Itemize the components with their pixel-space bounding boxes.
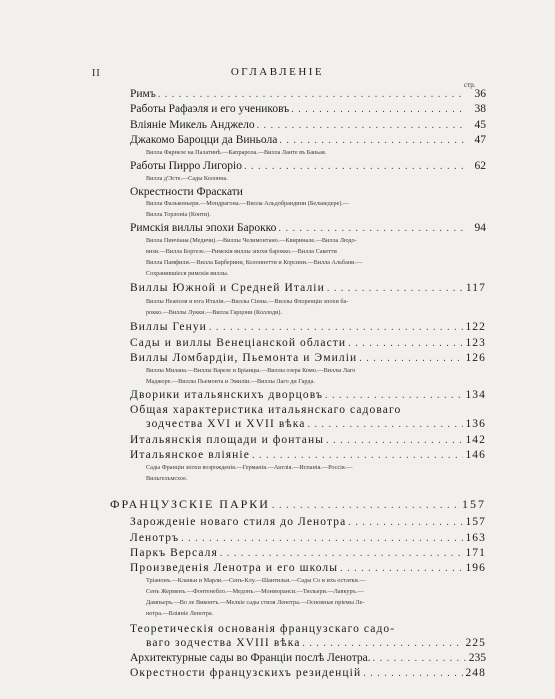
toc-entry-page: 117 (465, 282, 486, 295)
toc-entry (130, 666, 486, 681)
toc-subentry: Вилла д'Эсте.—Сады Колонна. (146, 175, 228, 183)
toc-entry-page: 134 (465, 388, 486, 401)
dot-leader (220, 547, 464, 561)
toc-entry-title: Итальянское вліяніе (130, 449, 250, 462)
toc-entry-title: Дворики итальянскихъ дворцовъ (130, 388, 323, 401)
toc-entry-title: Виллы Ломбардіи, Пьемонта и Эмиліи (130, 351, 358, 364)
toc-entry-page: 157 (462, 496, 486, 511)
toc-entry (130, 221, 486, 236)
toc-entry (130, 388, 486, 403)
dot-leader (340, 562, 463, 576)
toc-entry (130, 118, 486, 133)
toc-entry-page: 157 (465, 516, 486, 529)
toc-entry-title: Римскія виллы эпохи Барокко (130, 221, 277, 234)
dot-leader (279, 134, 466, 148)
toc-entry-title: Работы Пирро Лигоріо (130, 159, 242, 172)
toc-entry (130, 546, 486, 561)
toc-entry-title: ФРАНЦУЗСКІЕ ПАРКИ (110, 496, 270, 511)
page-title: ОГЛАВЛЕНІЕ (230, 66, 325, 78)
toc-entry-page: 235 (468, 652, 486, 665)
dot-leader (257, 119, 466, 133)
dot-leader (373, 652, 466, 666)
toc-subentry: Виллы Неаполя и юга Италіи.—Виллы Сіены.—Виллы Флоренціи эпохи ба- (146, 297, 349, 305)
toc-entry-title: Итальянскія площади и фонтаны (130, 433, 325, 446)
toc-entry (130, 531, 486, 546)
page-column-label: стр. (464, 81, 476, 89)
toc-entry-title: Окрестности французскихъ резиденцій (130, 667, 362, 680)
toc-entry-title: зодчества XVI и XVII вѣка (146, 418, 306, 431)
toc-entry-title: ваго зодчества XVIII вѣка (146, 636, 301, 649)
dot-leader (272, 499, 460, 513)
toc-entry-title: Работы Рафаэля и его учениковъ (130, 103, 290, 116)
toc-entry (130, 87, 486, 102)
dot-leader (308, 418, 464, 432)
toc-entry-page: 62 (474, 159, 486, 172)
toc-entry-title: Теоретическія основанія французскаго садо- (130, 622, 396, 635)
toc-entry-page: 171 (465, 546, 486, 559)
page-number: II (92, 68, 101, 79)
toc-entry (130, 636, 486, 651)
toc-entry-page: 248 (465, 667, 486, 680)
toc-entry-page: 225 (465, 636, 486, 649)
toc-subentry: Сады Франціи эпохи возрожденія.—Германія.—Англія.—Испанія.—Россія.— (146, 464, 353, 472)
dot-leader (327, 282, 464, 296)
toc-entry-title: Виллы Южной и Средней Италіи (130, 282, 325, 295)
toc-entry-title: Окрестности Фраскати (130, 186, 243, 199)
toc-subentry: Виллы Милана.—Виллы Варезе и Бріанцы.—Виллы озера Комо.—Виллы Лаго (146, 367, 356, 375)
toc-entry-page: 163 (465, 531, 486, 544)
dot-leader (278, 222, 466, 236)
toc-subentry: Сохранившіеся римскія виллы. (146, 269, 229, 277)
toc-entry (130, 417, 486, 432)
toc-entry-title: Произведенія Ленотра и его школы (130, 562, 339, 575)
toc-subentry: нотра.—Вліяніе Ленотра. (146, 609, 214, 617)
toc-entry-page: 146 (465, 449, 486, 462)
toc-entry-page: 45 (474, 118, 486, 131)
toc-subentry: Маджоре.—Виллы Пьемонта и Эмиліи.—Виллы Лаго ди Гарда. (146, 378, 315, 386)
toc-entry (130, 651, 486, 666)
toc-entry (130, 561, 486, 576)
toc-entry (130, 336, 486, 351)
toc-entry (130, 351, 486, 366)
toc-entry-page: 126 (465, 351, 486, 364)
toc-entry-page: 123 (465, 336, 486, 349)
toc-entry (130, 403, 486, 417)
toc-entry (130, 102, 486, 117)
toc-entry-title: Архитектурные сады во Франціи послѣ Ленотра. (130, 652, 371, 665)
toc-subentry: Вилла Памфили.—Вилла Барберини, Колоннетти и Корсини.—Вилла Альбани.— (146, 258, 363, 266)
toc-entry-title: Вліяніе Микель Анджело (130, 118, 255, 131)
toc-entry-page: 196 (465, 562, 486, 575)
dot-leader (302, 637, 463, 651)
toc-subentry: визи.—Вилла Боргезе.—Римскія виллы эпохи барокко.—Вилла Сакетти (146, 248, 337, 256)
dot-leader (348, 337, 463, 351)
toc-section-heading (110, 497, 486, 513)
dot-leader (363, 667, 463, 681)
toc-entry (130, 159, 486, 174)
dot-leader (158, 88, 466, 102)
dot-leader (209, 321, 463, 335)
toc-entry (130, 185, 486, 199)
dot-leader (325, 389, 463, 403)
toc-subentry: Вилла Фарнезе на Палатинѣ.—Капрарола.—Вилла Ланте въ Баньая. (146, 149, 327, 157)
toc-entry-page: 122 (465, 321, 486, 334)
toc-subentry: Сенъ Жерменъ.—Фонтенебло.—Медонъ.—Монморанси.—Тюльери.—Лавкуръ.— (146, 588, 364, 596)
toc-entry-title: Сады и виллы Венеціанской области (130, 336, 347, 349)
dot-leader (326, 434, 463, 448)
toc-entry-title: Ленотръ (130, 531, 180, 544)
toc-entry (130, 622, 486, 636)
toc-entry (130, 433, 486, 448)
toc-entry-page: 94 (474, 221, 486, 234)
dot-leader (252, 449, 464, 463)
table-of-contents (110, 87, 486, 682)
toc-subentry: рокко.—Виллы Лукки.—Вилла Гарцони (Коллоди). (146, 308, 283, 316)
toc-entry-page: 136 (465, 418, 486, 431)
dot-leader (348, 516, 463, 530)
toc-subentry: Дампьеръ.—Во ле Виконтъ.—Мелкіе сады стиля Ленотра.—Основные пріемы Ле- (146, 598, 365, 606)
toc-entry (130, 133, 486, 148)
toc-entry-title: Зарожденіе новаго стиля до Ленотра (130, 516, 347, 529)
toc-entry (130, 515, 486, 530)
toc-entry-page: 38 (474, 103, 486, 116)
toc-entry-title: Виллы Генуи (130, 321, 207, 334)
dot-leader (359, 352, 463, 366)
toc-entry (130, 320, 486, 335)
toc-entry-title: Римъ (130, 88, 156, 100)
toc-entry-page: 36 (474, 88, 486, 100)
toc-entry-title: Джакомо Бароцци да Виньола (130, 133, 278, 146)
toc-subentry: Вилла Фальконьери.—Мондрагона.—Вилла Альдобрандини (Бельведере).— (146, 200, 350, 208)
toc-subentry: Вильгельмсхое. (146, 475, 188, 483)
toc-entry (130, 448, 486, 463)
toc-entry-page: 142 (465, 433, 486, 446)
toc-subentry: Вилла Торлоніа (Конти). (146, 211, 211, 219)
toc-subentry: Тріанонъ.—Кланьи и Марли.—Сенъ-Клу.—Шантильи.—Сады Со и ихъ остатки.— (146, 577, 366, 585)
toc-entry-title: Паркъ Версаля (130, 546, 218, 559)
toc-subentry: Вилла Пинчіана (Медичи).—Виллы Челимонтано.—Квиринале.—Вилла Людо- (146, 237, 357, 245)
toc-entry-page: 47 (474, 133, 486, 146)
dot-leader (244, 160, 466, 174)
toc-entry (130, 281, 486, 296)
dot-leader (291, 103, 466, 117)
dot-leader (181, 532, 463, 546)
toc-entry-title: Общая характеристика итальянскаго садоваго (130, 404, 402, 417)
